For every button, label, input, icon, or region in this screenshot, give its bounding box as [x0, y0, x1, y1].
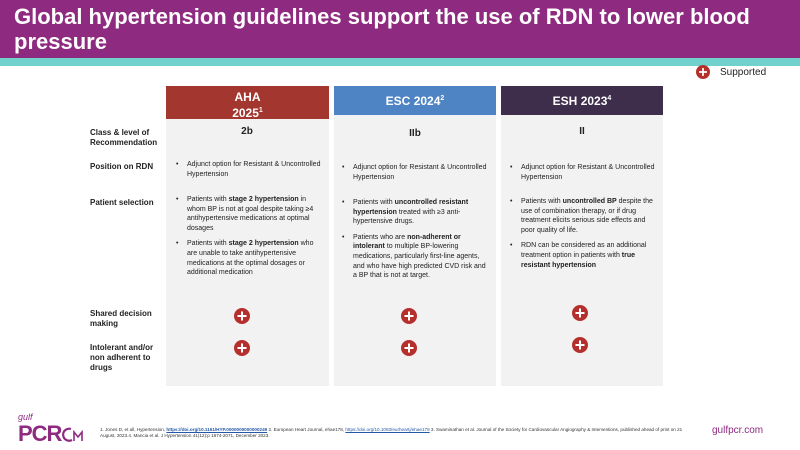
row-label-class: Class & level of Recommendation [90, 128, 158, 147]
esh-class: II [579, 126, 585, 137]
list-item: • Patients with stage 2 hypertension in whom BP is not at goal despite taking ≥4 antihypertensive medications at optimal dosages [176, 195, 322, 233]
list-item: • RDN can be considered as an additional treatment option in patients with true resistant hypertension [510, 241, 658, 270]
esc-shared-supported-icon [401, 308, 417, 324]
esh-year: 2023 [580, 94, 608, 108]
aha-position [176, 160, 321, 185]
aha-name: AHA [234, 90, 261, 104]
aha-selection [176, 195, 322, 284]
title-bar [0, 0, 800, 58]
esh-name: ESH [552, 94, 578, 108]
aha-class: 2b [241, 126, 253, 137]
esc-name: ESC [385, 94, 411, 108]
accent-line [0, 58, 800, 66]
list-item: • Patients with stage 2 hypertension who are unable to take antihypertensive medications at the optimal dosages or additional medication [176, 239, 322, 277]
aha-shared-supported-icon [234, 308, 250, 324]
esh-column-header [501, 86, 663, 115]
legend-label: Supported [720, 66, 767, 78]
esc-selection [342, 198, 490, 287]
esc-year: 2024 [413, 94, 441, 108]
esh-intolerant-supported-icon [572, 337, 588, 353]
esh-selection [510, 197, 658, 276]
references: 1. Jones D, et all, Hypertension, https://doi.org/10.1161/HYP.0000000000000249 2. European Heart Journal, ehae178, https://doi.org/10.1093/eurheartj/ehae178 3. Swaminathan et al. Journal of the Society for Cardiovascular Angiography & Interventions, published ahead of print on 21 August, 2023.4. Mancia et al. J Hypertension 41(12):p 1874-2071, December 2023. [100, 427, 683, 438]
esc-position [342, 163, 487, 188]
esh-ref: 4 [607, 95, 612, 102]
legend [696, 65, 766, 79]
row-label-intolerant: Intolerant and/or non adherent to drugs [90, 343, 154, 372]
list-item: • Adjunct option for Resistant & Uncontrolled Hypertension [176, 160, 321, 179]
list-item: • Patients with uncontrolled BP despite the use of combination therapy, or if drug treatment elicits serious side effects and poor quality of life. [510, 197, 658, 235]
gm-mark-icon [62, 426, 84, 444]
logo-pcr-text: PCR [18, 421, 62, 446]
ref1-link[interactable]: https://doi.org/10.1161/HYP.0000000000000249 [166, 427, 268, 432]
esc-column-header [334, 86, 496, 115]
aha-column-header [166, 86, 329, 119]
plus-circle-icon [696, 65, 710, 79]
ref2-link[interactable]: https://doi.org/10.1093/eurheartj/ehae178 [345, 427, 430, 432]
site-url: gulfpcr.com [712, 425, 764, 436]
row-label-position: Position on RDN [90, 162, 154, 171]
esh-shared-supported-icon [572, 305, 588, 321]
logo-gulf-text: gulf [18, 412, 33, 422]
gulfpcr-logo [16, 412, 88, 446]
slide-title: Global hypertension guidelines support the use of RDN to lower blood pressure [14, 4, 750, 54]
esh-position [510, 163, 655, 188]
row-label-shared: Shared decision making [90, 309, 152, 328]
list-item: • Patients with uncontrolled resistant hypertension treated with ≥3 anti-hypertensive drugs. [342, 198, 490, 227]
esc-class: IIb [409, 128, 421, 139]
esc-ref: 2 [440, 95, 445, 102]
aha-intolerant-supported-icon [234, 340, 250, 356]
list-item: • Adjunct option for Resistant & Uncontrolled Hypertension [342, 163, 487, 182]
aha-year: 2025 [232, 106, 259, 120]
aha-ref: 1 [258, 107, 263, 114]
list-item: • Patients who are non-adherent or intolerant to multiple BP-lowering medications, particularly first-line agents, and who have high predicted CVD risk and a BP that is not at target. [342, 233, 490, 281]
list-item: • Adjunct option for Resistant & Uncontrolled Hypertension [510, 163, 655, 182]
row-label-selection: Patient selection [90, 198, 154, 207]
esc-intolerant-supported-icon [401, 340, 417, 356]
